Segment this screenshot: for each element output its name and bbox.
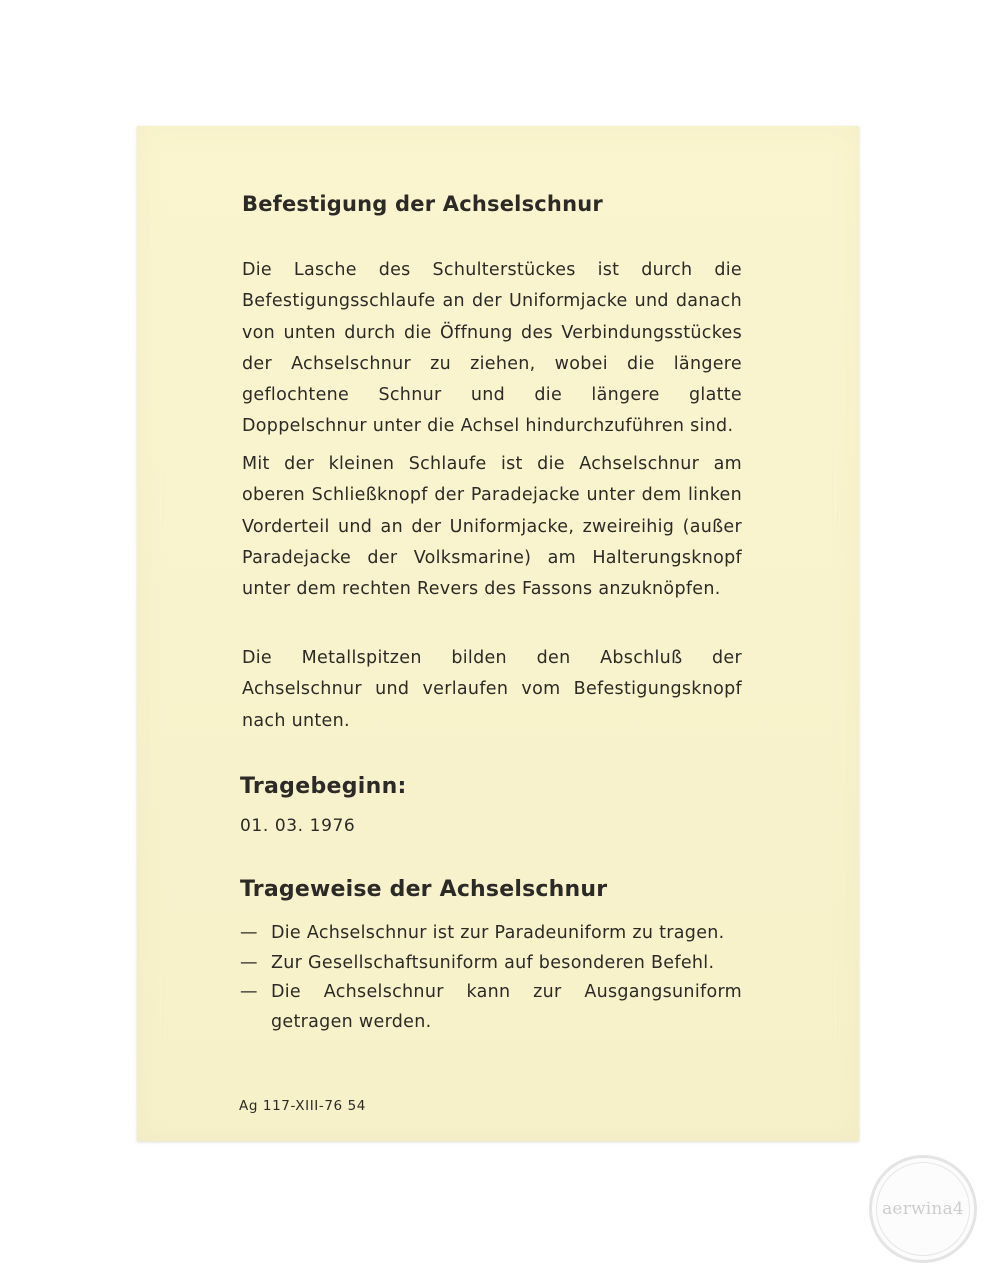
list-item-text: Zur Gesellschaftsuniform auf besonderen Befehl. [271,952,715,973]
dash-marker: — [240,952,258,973]
dash-marker: — [240,982,258,1002]
document-sheet [137,126,859,1141]
list-item-text: Die Achselschnur ist zur Paradeuniform zu tragen. [271,923,725,943]
list-item [240,919,742,949]
section-heading-tragebeginn: Tragebeginn: [240,774,407,799]
start-date: 01. 03. 1976 [240,816,356,836]
dash-marker: — [240,923,258,943]
paragraph-2: Mit der kleinen Schlaufe ist die Achselschnur am oberen Schließknopf der Paradejacke unter dem linken Vorderteil und an der Uniformjacke, zweireihig (außer Paradejacke der Volksmarine) am Halterungsknopf unter dem rechten Revers des Fassons anzuknöpfen. [242,454,742,600]
watermark-ring [876,1162,970,1256]
paragraph-1: Die Lasche des Schulterstückes ist durch die Befestigungsschlaufe an der Uniformjacke und danach von unten durch die Öffnung des Verbindungsstückes der Achselschnur zu ziehen, wobei die längere geflochtene Schnur und die längere glatte Doppelschnur unter die Achsel hindurchzuführen sind. [242,260,742,437]
print-code: Ag 117-XIII-76 54 [239,1098,366,1114]
watermark-seal [869,1155,977,1263]
section-heading-trageweise: Trageweise der Achselschnur [240,877,608,902]
watermark-text: aerwina4 [882,1199,964,1219]
section-heading-befestigung: Befestigung der Achselschnur [242,192,603,216]
list-item [240,978,742,1037]
list-item-text: Die Achselschnur kann zur Ausgangsuniform getragen werden. [271,982,742,1032]
paragraph-3: Die Metallspitzen bilden den Abschluß der Achselschnur und verlaufen vom Befestigungsknopf nach unten. [242,648,742,731]
wearing-rules-list [240,919,742,1037]
list-item [240,949,742,979]
